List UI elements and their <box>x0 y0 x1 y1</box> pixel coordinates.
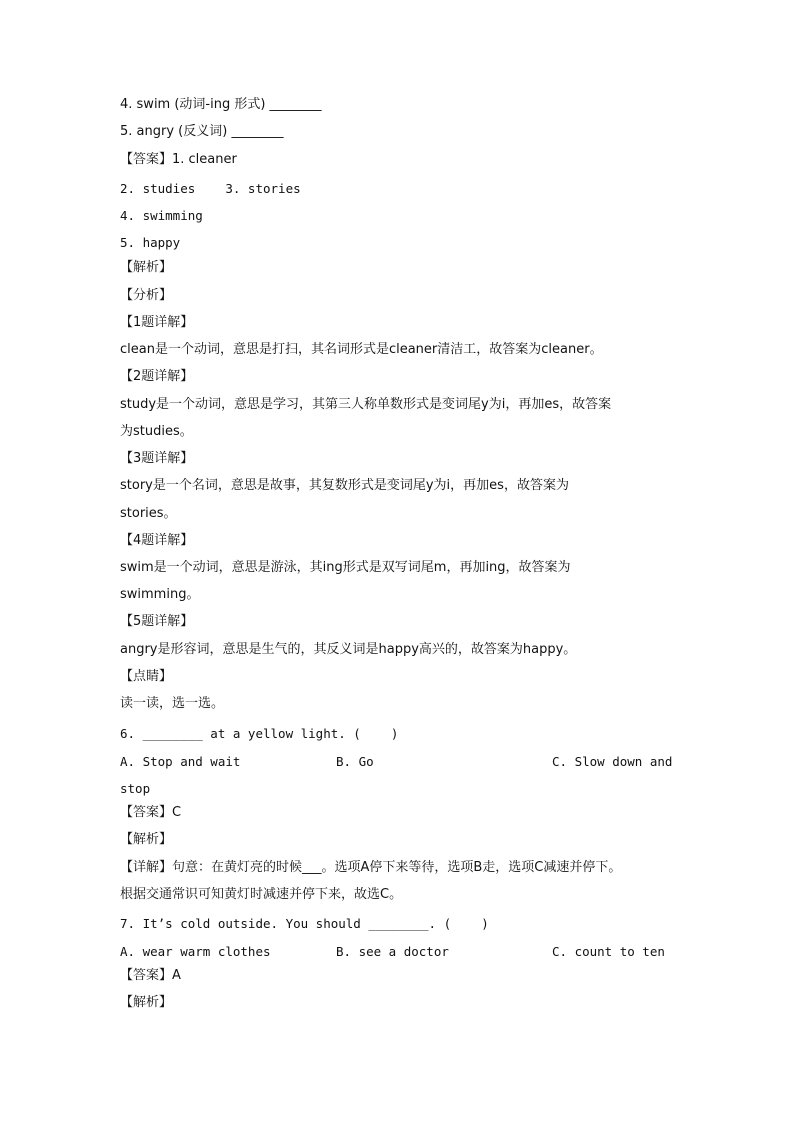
q6-option-b: B. Go <box>336 754 374 769</box>
q7-option-c: C. count to ten <box>552 944 665 959</box>
q7-prompt: 7. It’s cold outside. You should ________. ( ) <box>120 916 489 931</box>
q6-option-a: A. Stop and wait <box>120 754 241 769</box>
q6-detail-text: 【详解】句意：在黄灯亮的时候___。选项A停下来等待，选项B走，选项C减速并停下。 <box>120 860 622 875</box>
q6-detail-text-cont: 根据交通常识可知黄灯时减速并停下来，故选C。 <box>120 887 403 902</box>
q2-detail-text-cont: 为studies。 <box>120 424 193 439</box>
answer-line-5: 5. happy <box>120 235 181 250</box>
answer-line-2-3: 2. studies 3. stories <box>120 181 301 196</box>
q1-detail-heading: 【1题详解】 <box>120 315 194 330</box>
q4-detail-text-cont: swimming。 <box>120 587 200 602</box>
q5-prompt: 5. angry (反义词) ________ <box>120 124 284 139</box>
q5-detail-text: angry是形容词，意思是生气的，其反义词是happy高兴的，故答案为happy。 <box>120 642 577 657</box>
answer-heading: 【答案】1. cleaner <box>120 152 237 167</box>
q1-detail-text: clean是一个动词，意思是打扫，其名词形式是cleaner清洁工，故答案为cleaner。 <box>120 342 603 357</box>
q3-detail-heading: 【3题详解】 <box>120 451 194 466</box>
q4-detail-text: swim是一个动词，意思是游泳，其ing形式是双写词尾m，再加ing，故答案为 <box>120 560 571 575</box>
analysis-heading: 【解析】 <box>120 260 173 275</box>
q7-option-b: B. see a doctor <box>336 944 449 959</box>
section-instruction: 读一读，选一选。 <box>120 696 225 711</box>
q4-prompt: 4. swim (动词-ing 形式) ________ <box>120 97 322 112</box>
q6-analysis-heading: 【解析】 <box>120 832 173 847</box>
q7-option-a: A. wear warm clothes <box>120 944 271 959</box>
answer-line-4: 4. swimming <box>120 208 203 223</box>
q6-option-c: C. Slow down and <box>552 754 673 769</box>
q6-option-c-cont: stop <box>120 781 151 796</box>
q3-detail-text-cont: stories。 <box>120 506 177 521</box>
q2-detail-heading: 【2题详解】 <box>120 369 194 384</box>
q3-detail-text: story是一个名词，意思是故事，其复数形式是变词尾y为i，再加es，故答案为 <box>120 478 569 493</box>
q7-analysis-heading: 【解析】 <box>120 995 173 1010</box>
q7-answer: 【答案】A <box>120 968 181 983</box>
q5-detail-heading: 【5题详解】 <box>120 614 194 629</box>
q6-prompt: 6. ________ at a yellow light. ( ) <box>120 726 399 741</box>
q6-answer: 【答案】C <box>120 805 182 820</box>
q4-detail-heading: 【4题详解】 <box>120 533 194 548</box>
dianjing-heading: 【点睛】 <box>120 669 173 684</box>
q2-detail-text: study是一个动词，意思是学习，其第三人称单数形式是变词尾y为i，再加es，故答案 <box>120 397 612 412</box>
fenxi-heading: 【分析】 <box>120 288 173 303</box>
